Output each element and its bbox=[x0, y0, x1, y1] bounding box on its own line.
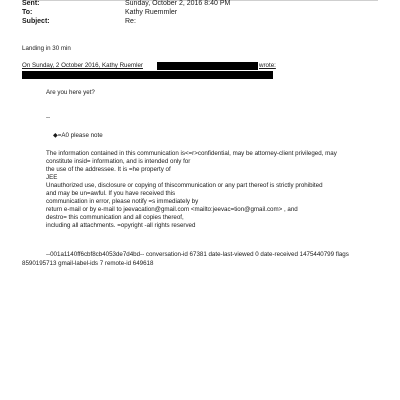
sent-value: Sunday, October 2, 2016 8:40 PM bbox=[125, 0, 231, 7]
separator-text: -- bbox=[46, 114, 51, 121]
redaction-bar bbox=[157, 62, 258, 70]
redaction-bar bbox=[22, 71, 273, 79]
subject-value: Re: bbox=[125, 18, 136, 25]
quote-wrote: wrote: bbox=[259, 62, 276, 69]
quote-attribution: On Sunday, 2 October 2016, Kathy Ruemler bbox=[22, 62, 143, 69]
disclaimer-line: constitute insid= information, and is intended only for bbox=[46, 158, 191, 165]
to-label: To: bbox=[22, 9, 33, 16]
disclaimer-line: destro= this communication and all copies thereof, bbox=[46, 214, 184, 221]
disclaimer-line: the use of the addressee. It is =he property of bbox=[46, 166, 171, 173]
disclaimer-line: Unauthorized use, disclosure or copying of thiscommunication or any part thereof is strictly prohibited bbox=[46, 182, 323, 189]
sent-label: Sent: bbox=[22, 0, 40, 7]
disclaimer-line: including all attachments. =opyright -all rights reserved bbox=[46, 222, 196, 229]
note-text: ◆=A0 please note bbox=[53, 132, 103, 139]
disclaimer-line: The information contained in this communication is<=r>confidential, may be attorney-client privileged, may bbox=[46, 150, 337, 157]
disclaimer-line: communication in error, please notify =s immediately by bbox=[46, 198, 199, 205]
intro-text: Landing in 30 min bbox=[22, 45, 71, 52]
question-text: Are you here yet? bbox=[46, 89, 95, 96]
footer-metadata-line: 8590195713 gmail-label-ids 7 remote-id 649618 bbox=[22, 260, 154, 267]
disclaimer-line: JEE bbox=[46, 174, 58, 181]
subject-label: Subject: bbox=[22, 18, 50, 25]
to-value: Kathy Ruemmler bbox=[125, 9, 178, 16]
disclaimer-line: and may be un=awful. If you have received this bbox=[46, 190, 176, 197]
footer-metadata-line: --001a1140ff6cbf8cb4053de7d4bd-- conversation-id 67381 date-last-viewed 0 date-received 1475440799 flags bbox=[46, 251, 349, 258]
disclaimer-line: return e-mail or by e-mail to jeevacation@gmail.com <mailto:jeevac=tion@gmail.com> , and bbox=[46, 206, 298, 213]
